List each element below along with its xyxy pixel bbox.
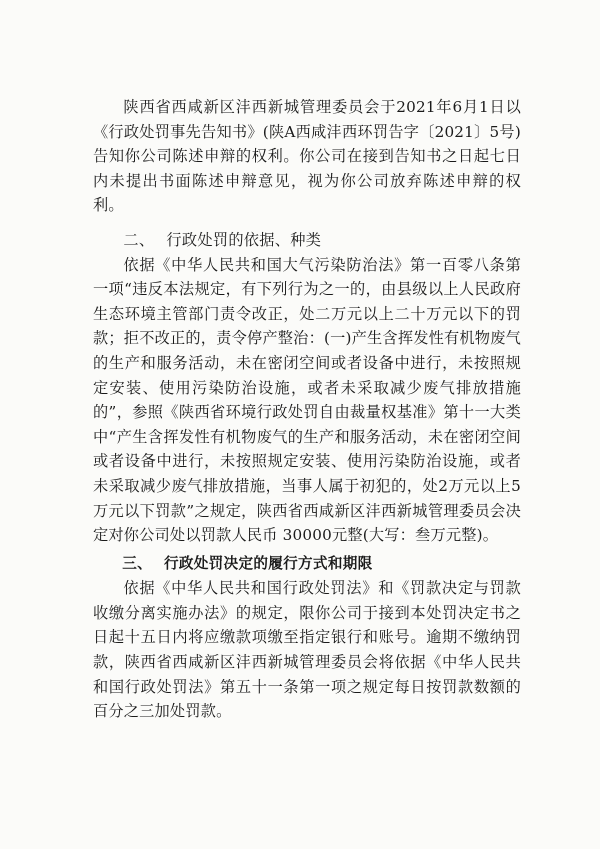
section-3-title: 行政处罚决定的履行方式和期限 — [163, 554, 373, 572]
intro-paragraph: 陕西省西咸新区沣西新城管理委员会于2021年6月1日以《行政处罚事先告知书》(陕A西咸沣西环罚告字〔2021〕5号)告知你公司陈述申辩的权利。你公司在接到告知书之日起七日内未提出书面陈述申辩意见，视为你公司放弃陈述申辩的权利。 — [93, 98, 521, 215]
section-3-number: 三、 — [122, 554, 152, 572]
document-body — [93, 95, 521, 724]
spacer — [93, 218, 521, 224]
section-2-title: 行政处罚的依据、种类 — [166, 230, 322, 249]
section-2-number: 二、 — [123, 230, 155, 249]
section-2-heading — [93, 228, 521, 253]
section-3-body: 依据《中华人民共和国行政处罚法》和《罚款决定与罚款收缴分离实施办法》的规定，限你公司于接到本处罚决定书之日起十五日内将应缴款项缴至指定银行和账号。逾期不缴纳罚款，陕西省西咸新区沣西新城管理委员会将依据《中华人民共和国行政处罚法》第五十一条第一项之规定每日按罚款数额的百分之三加处罚款。 — [93, 579, 521, 721]
section-2-body: 依据《中华人民共和国大气污染防治法》第一百零八条第一项“违反本法规定，有下列行为之一的，由县级以上人民政府生态环境主管部门责令改正，处二万元以上二十万元以下的罚款；拒不改正的，责令停产整治：(一)产生含挥发性有机物废气的生产和服务活动，未在密闭空间或者设备中进行，未按照规定安装、使用污染防治设施，或者未采取减少废气排放措施的”，参照《陕西省环境行政处罚自由裁量权基准》第十一大类中“产生含挥发性有机物废气的生产和服务活动，未在密闭空间或者设备中进行，未按照规定安装、使用污染防治设施，或者未采取减少废气排放措施，当事人属于初犯的，处2万元以上5万元以下罚款”之规定，陕西省西咸新区沣西新城管理委员会决定对你公司处以罚款人民币 30000元整(大写：叁万元整)。 — [93, 255, 521, 545]
section-3-heading — [93, 552, 521, 577]
